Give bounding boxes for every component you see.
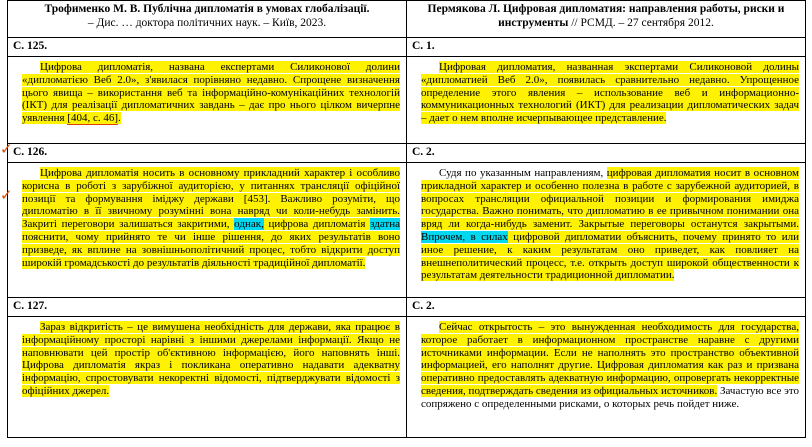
excerpt-paragraph bbox=[22, 61, 400, 125]
text-segment: . Важливо розуміти, що дипломатію в її звичному розумінні вона навряд чи коли-небудь замінить. Закриті переговори залишаться закритими, bbox=[22, 192, 400, 231]
text-segment: однак, bbox=[234, 218, 264, 231]
left-excerpt bbox=[8, 317, 407, 438]
citation-reference: [453] bbox=[243, 192, 268, 205]
margin-checkmark-icon: ✓ bbox=[0, 186, 13, 204]
right-page-label: С. 2. bbox=[407, 298, 806, 317]
excerpt-paragraph bbox=[22, 321, 400, 398]
text-segment: Цифрова дипломатія носить в основному прикладний характер і особливо корисна в роботі з зарубіжної аудиторією, у питаннях трансляції офіційної позиції та формування іміджу держави bbox=[22, 167, 400, 205]
right-source-details: // РСМД. – 27 сентября 2012. bbox=[568, 17, 714, 29]
right-excerpt bbox=[407, 57, 806, 144]
right-excerpt bbox=[407, 163, 806, 298]
text-segment: Зараз відкритість – це вимушена необхідність для держави, яка працює в інформаційному просторі нарівні з іншими джерелами інформації. Якщо не наповнювати цей простір об'єктивною інформацією, його наповнять інші. Цифрова дипломатія якраз і покликана оперативно надавати адекватну інформацію, спростовувати некоректні відомості, підтверджувати відомості з офіційних джерел. bbox=[22, 321, 400, 397]
page-label-row bbox=[8, 298, 806, 317]
text-segment: Цифровая дипломатия, названная экспертами Силиконовой долины «дипломатией Веб 2.0», появилась сравнительно недавно. Упрощенное определение этого явления – использование веб и информационно-коммуникационных технологий (ИКТ) для реализации дипломатических задач – дает о нем вполне исчерпывающее представление. bbox=[421, 61, 799, 125]
text-segment: цифровая дипломатия носит в основном прикладной характер и особенно полезна в работе с зарубежной аудиторией, в вопросах трансляции официальной позиции и формирования имиджа государства. Важно понимать, что дипломатию в ее привычном понимании она вряд ли когда-нибудь заменит. Закрытые переговоры останутся закрытыми. bbox=[421, 167, 799, 231]
text-segment: пояснити, чому прийнято те чи інше рішення, до яких результатів воно призведе, як вплине на зовнішньополітичний процес, тобто відкрити доступ широкій громадськості до результатів діяльності традиційної дипломатії. bbox=[22, 230, 400, 269]
left-page-label: С. 125. bbox=[8, 38, 407, 57]
text-row bbox=[8, 163, 806, 298]
right-page-label: С. 1. bbox=[407, 38, 806, 57]
text-row bbox=[8, 317, 806, 438]
text-segment: Цифрова дипломатія, названа експертами Силиконової долини «дипломатією Веб 2.0», з'явилася порівняно недавно. Спрощене визначення цього явища – використання веб та інформаційно-комунікаційних технологій (ІКТ) для реалізації дипломатичних завдань – дає про нього цілком вичерпне уявлення bbox=[22, 61, 400, 125]
page-label-row bbox=[8, 38, 806, 57]
header-row bbox=[8, 1, 806, 38]
citation-reference: [404, с. 46] bbox=[67, 112, 119, 125]
left-source-title: Трофименко М. В. Публічна дипломатія в умовах глобалізації. bbox=[44, 3, 370, 15]
right-excerpt bbox=[407, 317, 806, 438]
right-page-label: С. 2. bbox=[407, 144, 806, 163]
left-excerpt bbox=[8, 163, 407, 298]
text-segment: Судя по указанным направлениям, bbox=[439, 167, 607, 179]
excerpt-paragraph bbox=[421, 61, 799, 125]
text-segment: Сейчас открытость – это вынужденная необходимость для государства, которое работает в информационном пространстве наравне с другими источниками информации. Если не наполнять это пространство объективной информацией, его наполнят другие. Цифровая дипломатия как раз и призвана оперативно предоставлять адекватную информацию, опровергать некорректные сведения, подтверждать сведения из официальных источников. bbox=[421, 321, 799, 397]
comparison-table bbox=[7, 0, 806, 438]
page-label-row bbox=[8, 144, 806, 163]
excerpt-paragraph bbox=[421, 167, 799, 282]
text-segment: . bbox=[118, 112, 121, 125]
left-source-details: – Дис. … доктора політичних наук. – Київ, 2023. bbox=[87, 17, 327, 29]
left-page-label: С. 126. bbox=[8, 144, 407, 163]
text-row bbox=[8, 57, 806, 144]
text-segment: цифровой дипломатии объяснить, почему принято то или иное решение, к каким результатам оно приведет, как повлияет на внешнеполитический процесс, т.е. открыть доступ широкой общественности к результатам деятельности традиционной дипломатии. bbox=[421, 230, 799, 282]
margin-checkmark-icon: ✓ bbox=[0, 140, 13, 158]
right-source-header bbox=[407, 1, 806, 38]
left-source-header bbox=[8, 1, 407, 38]
text-segment: здатна bbox=[370, 218, 401, 231]
right-source-title: Пермякова Л. Цифровая дипломатия: направления работы, риски и инструменты bbox=[427, 3, 785, 29]
text-segment: цифрова дипломатія bbox=[263, 218, 371, 231]
excerpt-paragraph bbox=[22, 167, 400, 269]
text-segment: Зачастую все это сопряжено с определенными рисками, о которых речь пойдет ниже. bbox=[421, 384, 799, 410]
left-excerpt bbox=[8, 57, 407, 144]
text-segment: Впрочем, в силах bbox=[421, 230, 508, 243]
excerpt-paragraph bbox=[421, 321, 799, 411]
left-page-label: С. 127. bbox=[8, 298, 407, 317]
